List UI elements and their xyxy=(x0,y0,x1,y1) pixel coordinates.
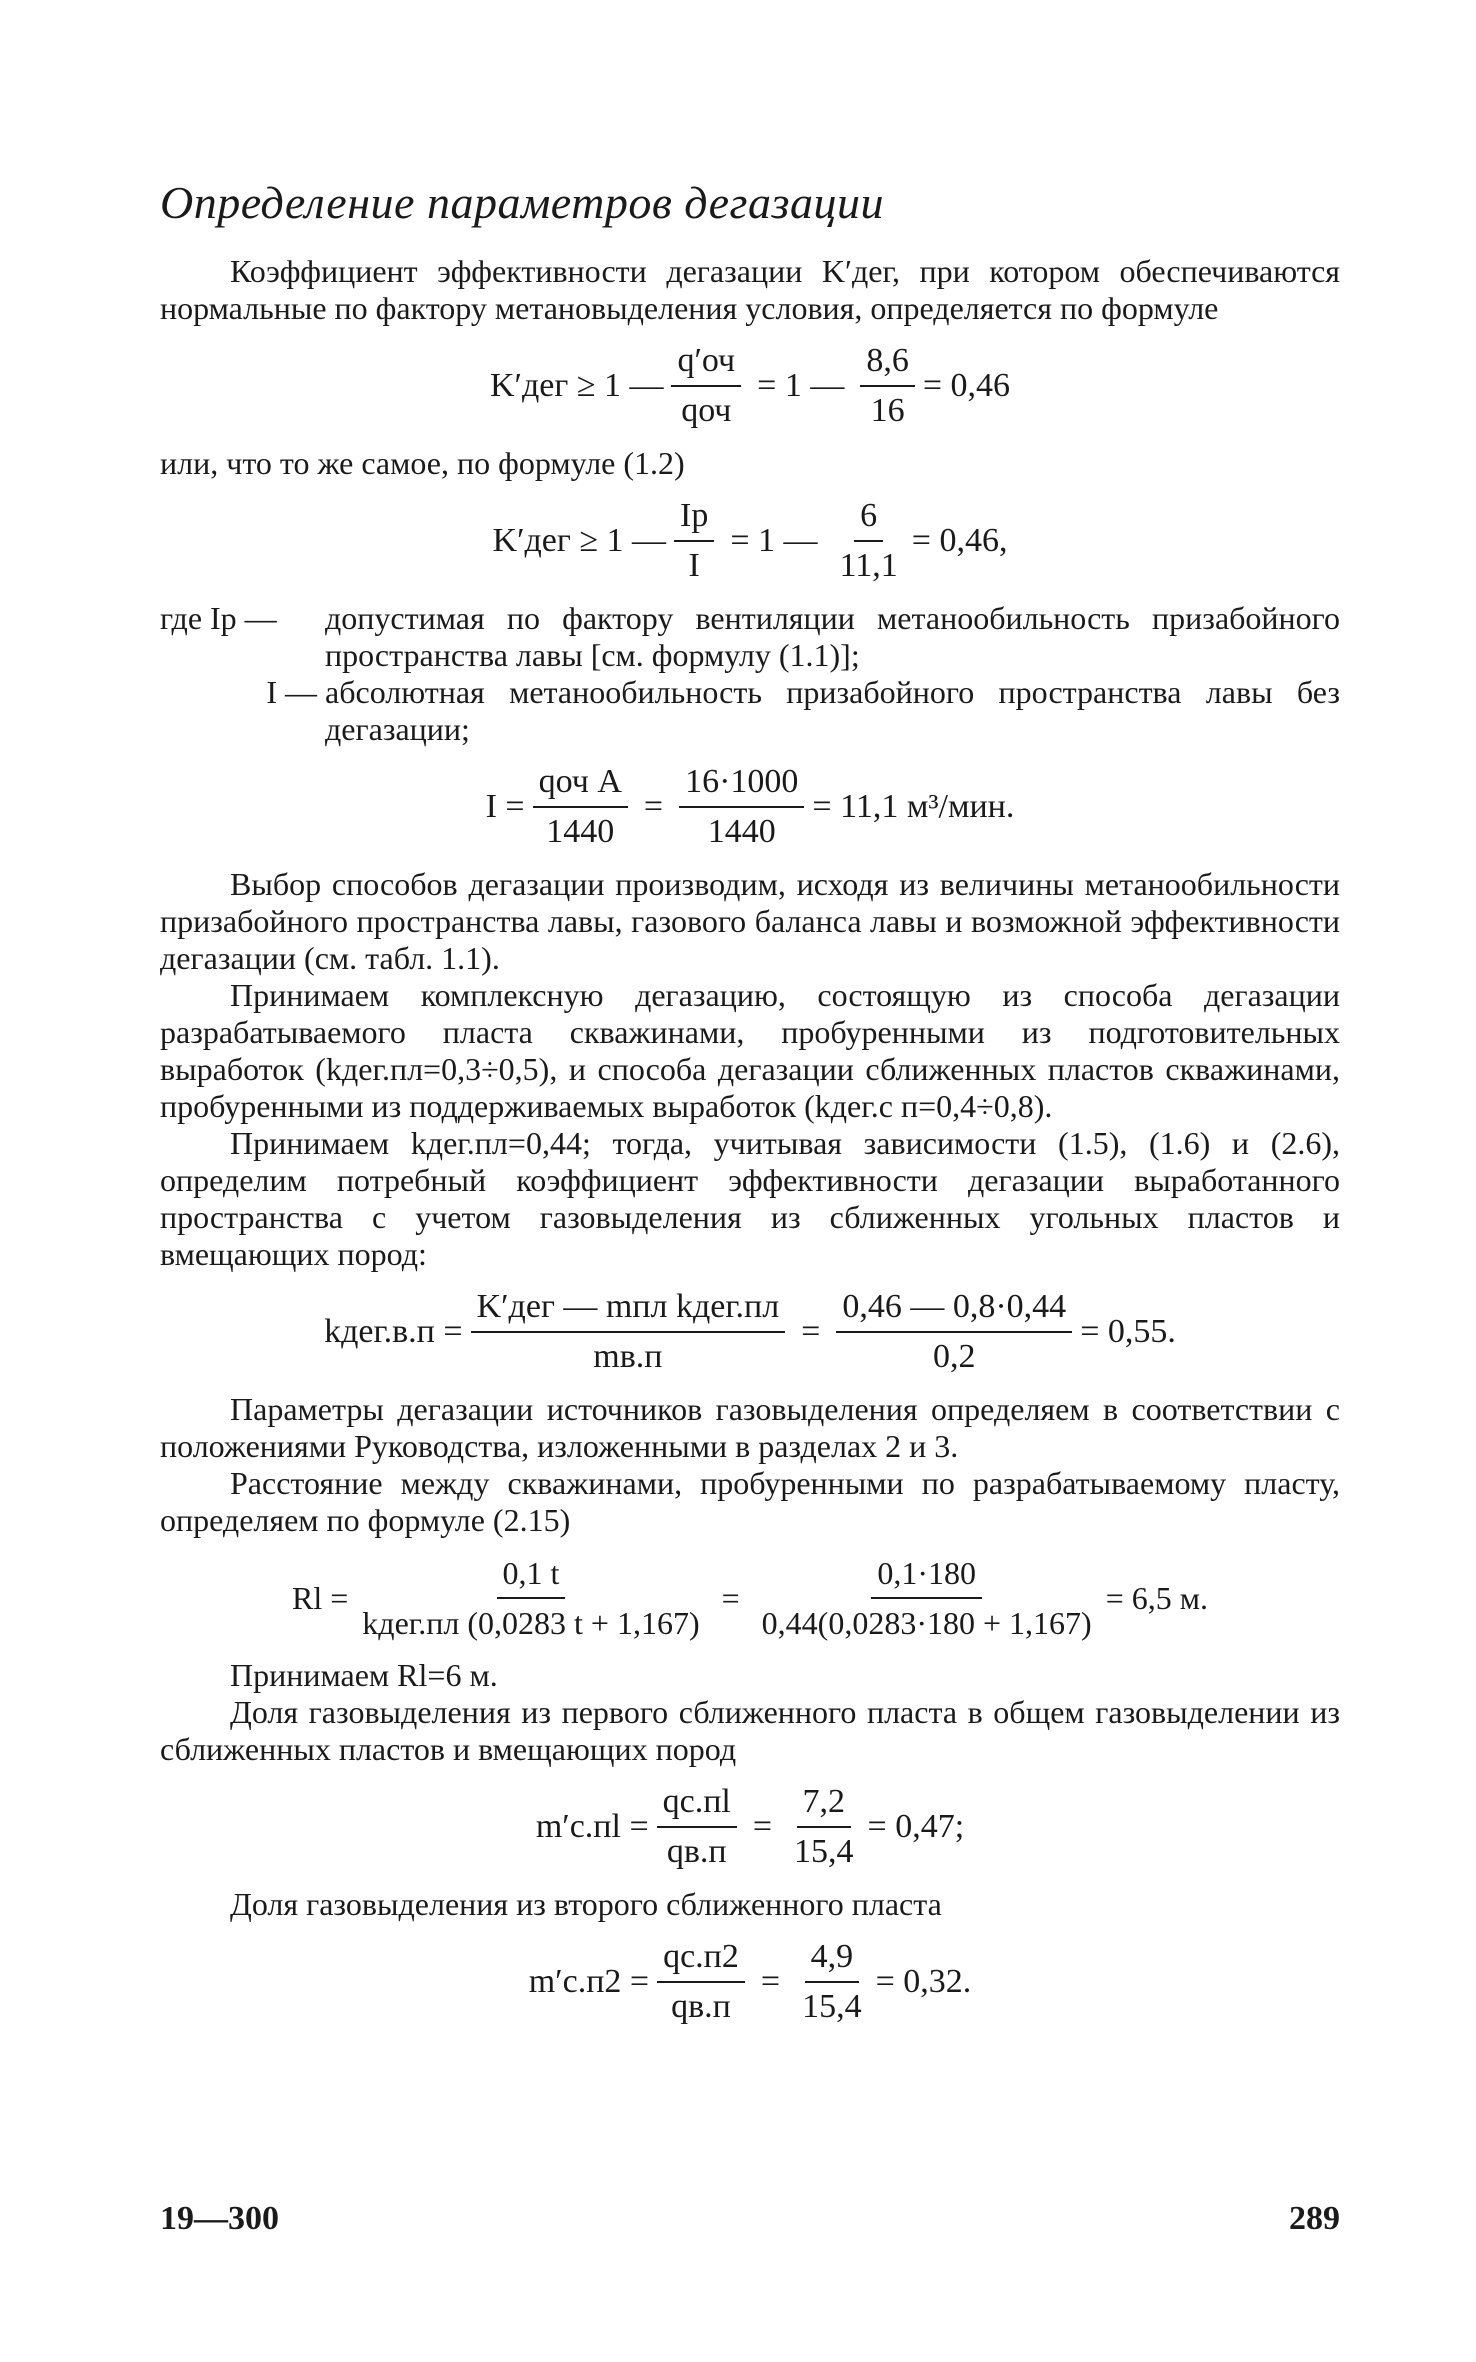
numerator: qс.пl xyxy=(657,1782,737,1828)
denominator: mв.п xyxy=(593,1338,663,1375)
formula-result: = 0,32. xyxy=(875,1963,972,2000)
paragraph: Расстояние между скважинами, пробуренными по разрабатываемому пласту, определяем по формуле (2.15) xyxy=(160,1465,1340,1538)
fraction xyxy=(679,762,804,852)
paragraph: Коэффициент эффективности дегазации K′дег, при котором обеспечиваются нормальные по фактору метановыделения условия, определяется по формуле xyxy=(160,253,1340,326)
content xyxy=(160,176,1340,2041)
formula-2 xyxy=(160,496,1340,586)
formula-6 xyxy=(160,1782,1340,1872)
definition-row xyxy=(160,600,1340,674)
paragraph: Доля газовыделения из второго сближенного пласта xyxy=(230,1886,942,1922)
numerator: 0,1 t xyxy=(497,1553,566,1599)
numerator: 4,9 xyxy=(805,1937,860,1983)
denominator: 11,1 xyxy=(839,547,898,584)
definition-term: где Iр — xyxy=(160,600,277,636)
paragraph: Выбор способов дегазации производим, исходя из величины метанообильности призабойного пространства лавы, газового баланса лавы и возможной эффективности дегазации (см. табл. 1.1). xyxy=(160,866,1340,976)
signature-mark: 19—300 xyxy=(160,2200,279,2237)
formula-lhs: m′с.п2 = xyxy=(528,1963,650,2000)
denominator: 15,4 xyxy=(802,1988,862,2025)
numerator: 7,2 xyxy=(797,1782,852,1828)
denominator: 16 xyxy=(870,392,905,429)
denominator: qоч xyxy=(681,392,732,429)
paragraph: Принимаем kдег.пл=0,44; тогда, учитывая зависимости (1.5), (1.6) и (2.6), определим потребный коэффициент эффективности дегазации выработанного пространства с учетом газовыделения из сближенных угольных пластов и вмещающих пород: xyxy=(160,1125,1340,1272)
paragraph: Доля газовыделения из первого сближенного пласта в общем газовыделении из сближенных пластов и вмещающих пород xyxy=(160,1694,1340,1767)
numerator: q′оч xyxy=(671,341,741,387)
formula-result: = 6,5 м. xyxy=(1105,1579,1208,1616)
denominator: 0,2 xyxy=(933,1338,976,1375)
numerator: 16·1000 xyxy=(679,762,804,808)
fraction xyxy=(356,1553,705,1643)
operator: = xyxy=(643,788,664,825)
numerator: 6 xyxy=(854,496,883,542)
formula-3 xyxy=(160,762,1340,852)
page-number: 289 xyxy=(1289,2200,1340,2237)
denominator: I xyxy=(688,547,700,584)
formula-4 xyxy=(160,1287,1340,1377)
definition-list xyxy=(160,600,1340,748)
numerator: 0,1·180 xyxy=(871,1553,982,1599)
fraction xyxy=(860,341,915,431)
operator: = xyxy=(760,1963,781,2000)
section-heading: Определение параметров дегазации xyxy=(160,177,884,228)
formula-5 xyxy=(160,1553,1340,1643)
formula-lhs: K′дег ≥ 1 — xyxy=(492,522,667,559)
fraction xyxy=(471,1287,786,1377)
formula-7 xyxy=(160,1937,1340,2027)
paragraph: Параметры дегазации источников газовыделения определяем в соответствии с положениями Руководства, изложенными в разделах 2 и 3. xyxy=(160,1391,1340,1464)
fraction xyxy=(657,1782,737,1872)
formula-lhs: kдег.в.п = xyxy=(324,1313,463,1350)
denominator: 15,4 xyxy=(794,1833,854,1870)
fraction xyxy=(836,1287,1072,1377)
numerator: qоч A xyxy=(533,762,628,808)
numerator: 8,6 xyxy=(860,341,915,387)
fraction xyxy=(657,1937,745,2027)
numerator: qс.п2 xyxy=(657,1937,745,1983)
operator: = 1 — xyxy=(757,367,845,404)
definition-text: допустимая по фактору вентиляции метанообильность призабойного пространства лавы [см. формулу (1.1)]; xyxy=(325,600,1340,673)
denominator: 0,44(0,0283·180 + 1,167) xyxy=(761,1605,1092,1641)
formula-lhs: Rl = xyxy=(292,1579,349,1616)
operator: = xyxy=(801,1313,821,1350)
fraction xyxy=(671,341,741,431)
fraction xyxy=(796,1937,868,2027)
numerator: 0,46 — 0,8·0,44 xyxy=(836,1287,1072,1333)
operator: = xyxy=(721,1579,740,1616)
denominator: qв.п xyxy=(671,1988,731,2025)
definition-row xyxy=(160,674,1340,748)
definition-term: I — xyxy=(266,674,317,710)
denominator: kдег.пл (0,0283 t + 1,167) xyxy=(362,1605,700,1641)
denominator: qв.п xyxy=(666,1833,727,1870)
fraction xyxy=(533,762,628,852)
formula-result: = 11,1 м³/мин. xyxy=(812,788,1015,825)
formula-result: = 0,55. xyxy=(1080,1313,1176,1350)
fraction xyxy=(756,1553,1098,1643)
paragraph: Принимаем Rl=6 м. xyxy=(230,1657,498,1693)
fraction xyxy=(674,496,714,586)
fraction xyxy=(788,1782,860,1872)
formula-1 xyxy=(160,341,1340,431)
denominator: 1440 xyxy=(546,813,615,850)
fraction xyxy=(834,496,904,586)
formula-result: = 0,46 xyxy=(922,367,1011,404)
formula-lhs: m′с.пl = xyxy=(535,1808,649,1845)
numerator: K′дег — mпл kдег.пл xyxy=(471,1287,786,1333)
operator: = 1 — xyxy=(730,522,818,559)
formula-lhs: I = xyxy=(485,788,525,825)
definition-text: абсолютная метанообильность призабойного пространства лавы без дегазации; xyxy=(325,674,1340,747)
paragraph: или, что то же самое, по формуле (1.2) xyxy=(160,445,685,481)
page-footer xyxy=(160,2200,1340,2238)
formula-result: = 0,47; xyxy=(867,1808,965,1845)
formula-result: = 0,46, xyxy=(911,522,1008,559)
formula-lhs: K′дег ≥ 1 — xyxy=(489,367,664,404)
operator: = xyxy=(752,1808,773,1845)
denominator: 1440 xyxy=(707,813,776,850)
numerator: Iр xyxy=(674,496,714,542)
paragraph: Принимаем комплексную дегазацию, состоящую из способа дегазации разрабатываемого пласта скважинами, пробуренными из подготовительных выработок (kдег.пл=0,3÷0,5), и способа дегазации сближенных пластов скважинами, пробуренными из поддерживаемых выработок (kдег.с п=0,4÷0,8). xyxy=(160,977,1340,1124)
